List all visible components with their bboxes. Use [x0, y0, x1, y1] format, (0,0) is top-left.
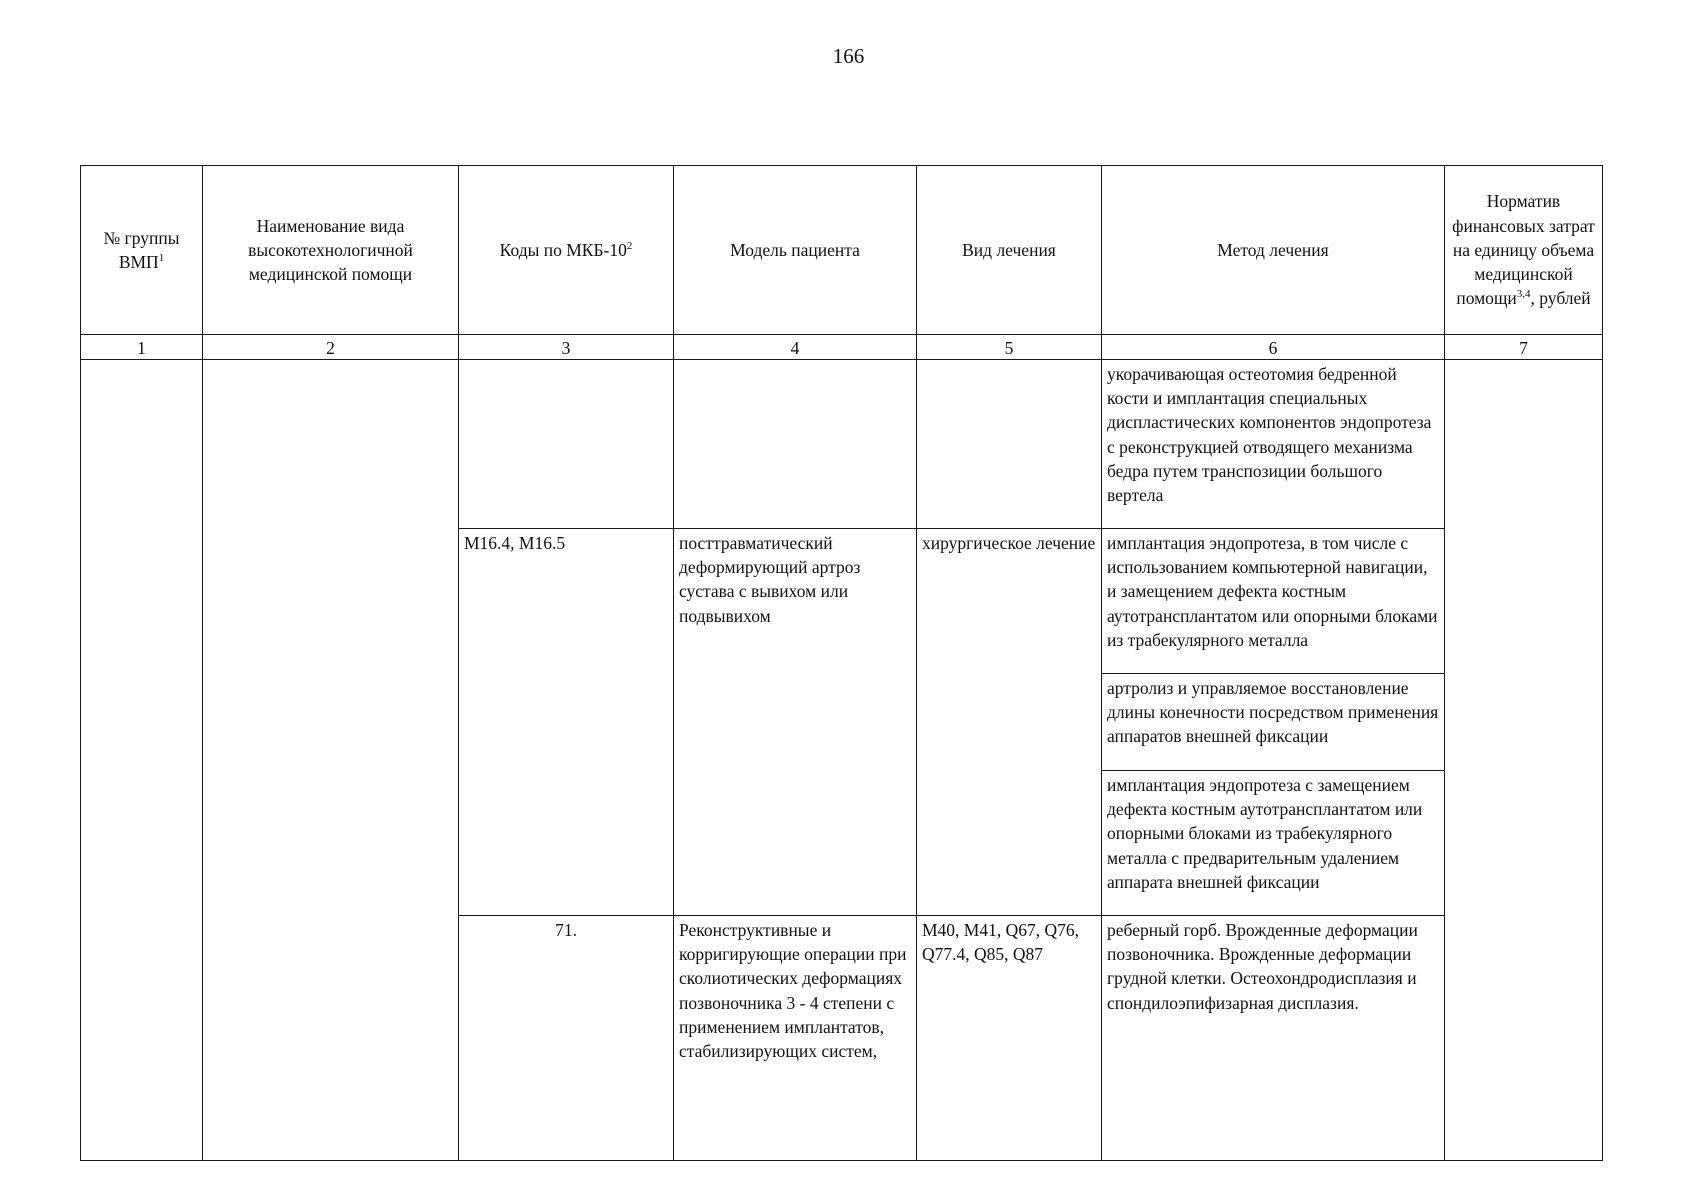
column-number: 2 [203, 335, 459, 360]
cell-treatment-method: артролиз и управляемое восстановление длины конечности посредством применения аппаратов внешней фиксации [1102, 674, 1445, 771]
header-treatment-method: Метод лечения [1102, 166, 1445, 335]
header-cost-norm [1445, 166, 1603, 335]
footnote-mark: 2 [626, 240, 633, 253]
cell-codes-empty [459, 360, 674, 529]
column-number: 6 [1102, 335, 1445, 360]
footnote-mark: 1 [158, 252, 165, 265]
column-number: 4 [674, 335, 917, 360]
header-treatment-type: Вид лечения [917, 166, 1102, 335]
cell-vmp-name: Реконструктивные и корригирующие операции при сколиотических деформациях позвоночника 3 - 4 степени с применением имплантатов, стабилизирующих систем, [674, 916, 917, 1161]
header-icd-codes-text: Коды по МКБ-10 [499, 239, 627, 260]
table-row [81, 360, 1603, 529]
column-number: 7 [1445, 335, 1603, 360]
cell-codes: M16.4, M16.5 [459, 529, 674, 916]
vmp-table [80, 165, 1603, 1161]
header-icd-codes [459, 166, 674, 335]
header-patient-model: Модель пациента [674, 166, 917, 335]
cell-group-number-empty [81, 360, 203, 1161]
cell-patient-model: реберный горб. Врожденные деформации позвоночника. Врожденные деформации грудной клетки. Остеохондродисплазия и спондилоэпифизарная дисплазия. [1102, 916, 1445, 1161]
header-cost-norm-unit: , рублей [1530, 288, 1591, 309]
column-number: 1 [81, 335, 203, 360]
column-number: 5 [917, 335, 1102, 360]
cell-cost-empty [1445, 360, 1603, 1161]
cell-treatment-method: имплантация эндопротеза с замещением дефекта костным аутотрансплантатом или опорными блоками из трабекулярного металла с предварительным удалением аппарата внешней фиксации [1102, 771, 1445, 916]
cell-treatment-method: имплантация эндопротеза, в том числе с использованием компьютерной навигации, и замещением дефекта костным аутотрансплантатом или опорными блоками из трабекулярного металла [1102, 529, 1445, 674]
header-vmp-name: Наименование вида высокотехнологичной медицинской помощи [203, 166, 459, 335]
header-cost-norm-text: Норматив финансовых затрат на единицу объема медицинской помощи [1452, 191, 1595, 309]
cell-treatment-type: хирургическое лечение [917, 529, 1102, 916]
header-group-number [81, 166, 203, 335]
footnote-mark: 3,4 [1516, 288, 1531, 301]
cell-group-number: 71. [459, 916, 674, 1161]
column-number: 3 [459, 335, 674, 360]
cell-patient-model: посттравматический деформирующий артроз сустава с вывихом или подвывихом [674, 529, 917, 916]
page-number: 166 [832, 44, 865, 68]
column-number-row [81, 335, 1603, 360]
cell-treatment-empty [917, 360, 1102, 529]
header-group-number-text: № группы ВМП [103, 227, 180, 272]
cell-method-continued: укорачивающая остеотомия бедренной кости и имплантация специальных диспластических компонентов эндопротеза с реконструкцией отводящего механизма бедра путем транспозиции большого вертела [1102, 360, 1445, 529]
cell-vmp-name-empty [203, 360, 459, 1161]
cell-codes: M40, M41, Q67, Q76, Q77.4, Q85, Q87 [917, 916, 1102, 1161]
table-header [81, 166, 1603, 335]
cell-model-empty [674, 360, 917, 529]
